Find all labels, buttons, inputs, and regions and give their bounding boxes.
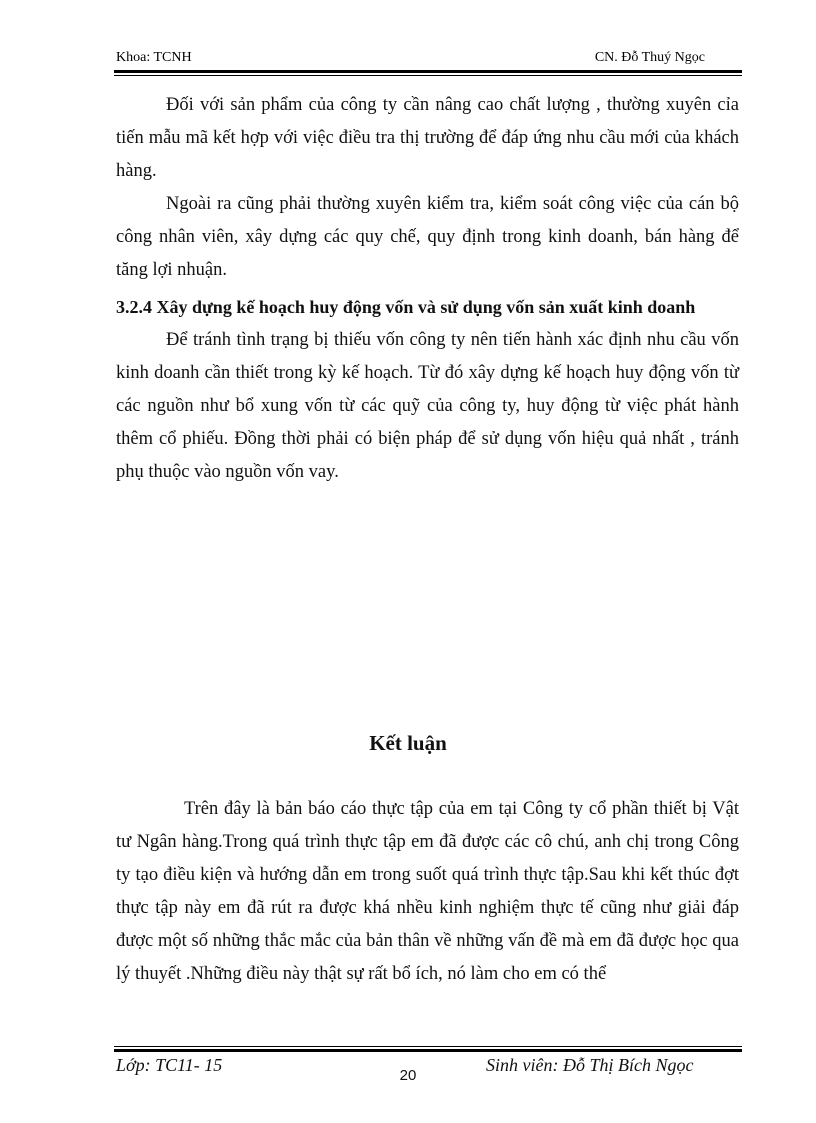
paragraph-conclusion: Trên đây là bản báo cáo thực tập của em tại Công ty cổ phần thiết bị Vật tư Ngân hàng.Trong quá trình thực tập em đã được các cô chú, anh chị trong Công ty tạo điều kiện và hướng dẫn em trong suốt quá trình thực tập.Sau khi kết thúc đợt thực tập này em đã rút ra được khá nhều kinh nghiệm thực tế cũng như giải đáp được một số những thắc mắc của bản thân về những vấn đề mà em đã được học qua lý thuyết .Những điều này thật sự rất bổ ích, nó làm cho em có thể [116,799,739,984]
footer-student: Sinh viên: Đỗ Thị Bích Ngọc [486,1055,694,1075]
paragraph-capital: Để tránh tình trạng bị thiếu vốn công ty nên tiến hành xác định nhu cầu vốn kinh doanh cần thiết trong kỳ kế hoạch. Từ đó xây dựng kế hoạch huy động vốn từ các nguồn như bổ xung vốn từ các quỹ của công ty, huy động từ việc phát hành thêm cổ phiếu. Đồng thời phải có biện pháp để sử dụng vốn hiệu quả nhất , tránh phụ thuộc vào nguồn vốn vay. [116,330,739,482]
footer-class: Lớp: TC11- 15 [116,1055,223,1075]
conclusion-title: Kết luận [369,731,447,755]
header-divider [114,70,742,76]
paragraph-products: Đối với sản phẩm của công ty cần nâng cao chất lượng , thường xuyên cỉa tiến mẫu mã kết hợp với việc điều tra thị trường để đáp ứng nhu cầu mới của khách hàng. [116,95,739,181]
page-header [114,50,708,72]
paragraph-inspection: Ngoài ra cũng phải thường xuyên kiểm tra, kiểm soát công việc của cán bộ công nhân viên, xây dựng các quy chế, quy định trong kinh doanh, bán hàng để tăng lợi nhuận. [116,194,739,280]
section-body [116,89,739,489]
header-faculty: Khoa: TCNH [116,50,192,65]
header-author: CN. Đỗ Thuý Ngọc [594,50,705,65]
page-number: 20 [399,1067,417,1084]
section-heading: 3.2.4 Xây dựng kế hoạch huy động vốn và sử dụng vốn sản xuất kinh doanh [116,297,696,317]
footer-divider [114,1046,742,1052]
conclusion-body [116,793,739,991]
